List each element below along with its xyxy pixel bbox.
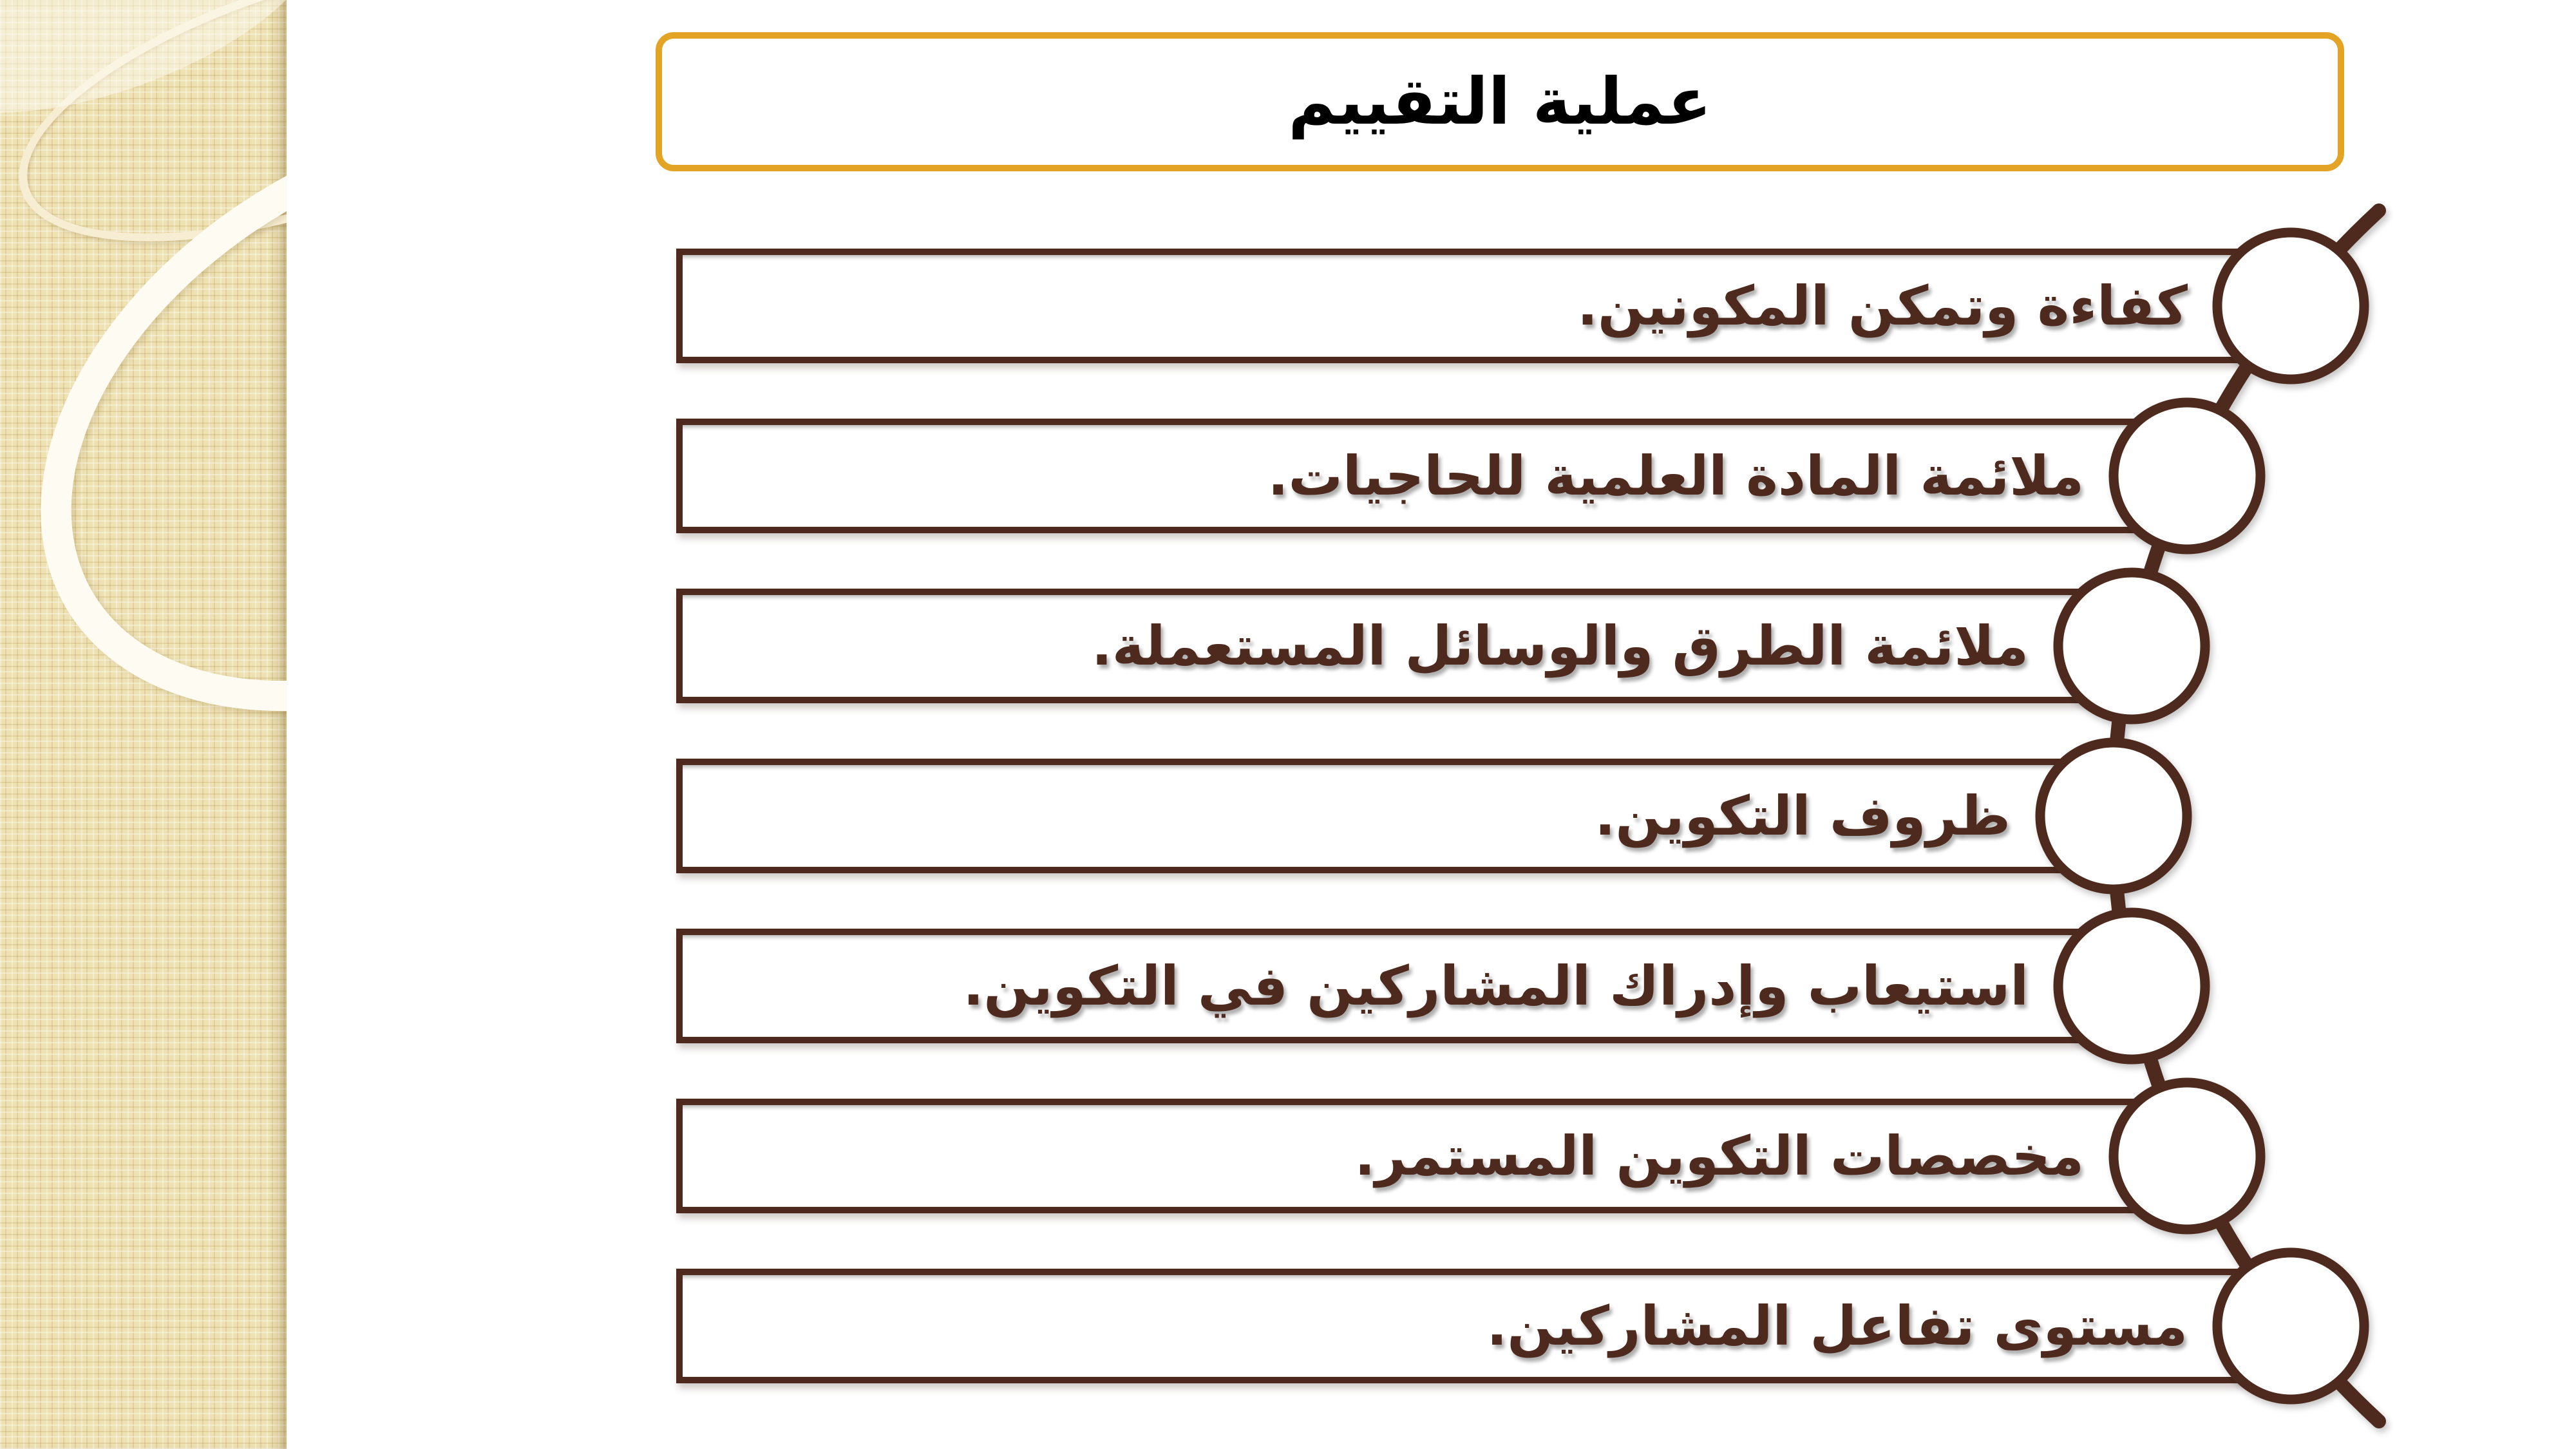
list-item — [676, 759, 2114, 873]
slide-title: عملية التقييم — [1288, 64, 1712, 139]
list-item — [676, 249, 2291, 363]
connector-arc — [2114, 211, 2379, 1421]
list-item-label: ملائمة المادة العلمية للحاجيات. — [1267, 444, 2084, 507]
list-item — [676, 929, 2132, 1043]
list-item — [676, 419, 2187, 533]
list-item-label: ملائمة الطرق والوسائل المستعملة. — [1092, 614, 2029, 677]
list-item — [676, 1099, 2187, 1213]
list-item-label: مخصصات التكوين المستمر. — [1354, 1124, 2084, 1188]
list-item-label: استيعاب وإدراك المشاركين في التكوين. — [963, 954, 2029, 1018]
list-item — [676, 589, 2132, 703]
list-item-label: مستوى تفاعل المشاركين. — [1486, 1294, 2188, 1358]
list-item-label: ظروف التكوين. — [1595, 784, 2011, 848]
title-box — [656, 32, 2344, 171]
list-item — [676, 1269, 2291, 1383]
list-item-label: كفاءة وتمكن المكونين. — [1577, 274, 2188, 337]
sidebar — [0, 0, 287, 1449]
